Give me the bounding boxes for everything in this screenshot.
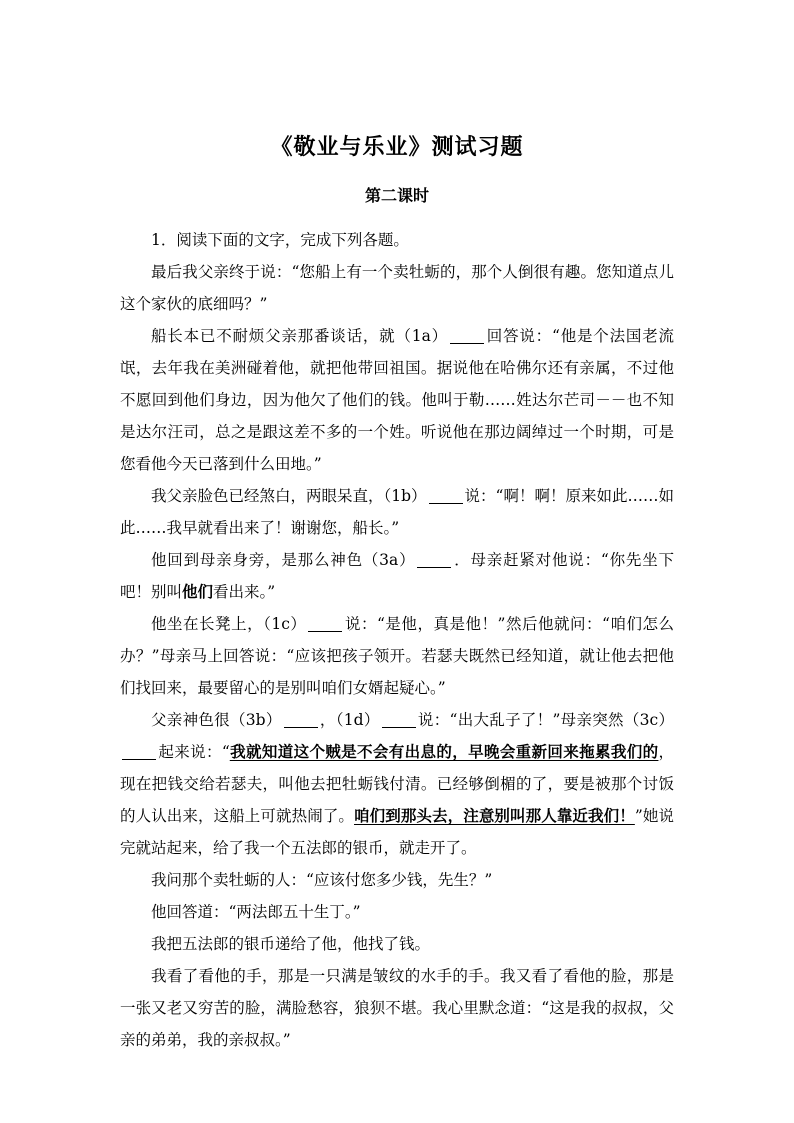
paragraph-4-text-d: 看出来。”: [213, 583, 276, 601]
paragraph-6-text-h: ”她说完就站起来，给了我一个五法郎的银币，就走开了。: [120, 807, 674, 857]
blank-1b[interactable]: [429, 488, 463, 505]
paragraph-3-text-a: 我父亲脸色已经煞白，两眼呆直，（1b）: [151, 487, 427, 505]
paragraph-4-text-a: 他回到母亲身旁，是那么神色（3a）: [151, 551, 416, 569]
paragraph-4-text-b: ．母亲赶紧对他说：“你先坐下吧！别叫: [120, 551, 674, 601]
paragraph-9: 我把五法郎的银币递给了他，他找了钱。: [151, 935, 431, 953]
blank-3c[interactable]: [122, 744, 156, 761]
page-title: 《敬业与乐业》测试习题: [270, 134, 524, 160]
paragraph-1: 最后我父亲终于说：“您船上有一个卖牡蛎的，那个人倒很有趣。您知道点儿这个家伙的底细吗？”: [120, 263, 674, 313]
paragraph-2-text-b: 回答说：“他是个法国老流氓，去年我在美洲碰着他，就把他带回祖国。据说他在哈佛尔还有亲属，不过他不愿回到他们身边，因为他欠了他们的钱。他叫于勒……姓达尔芒司－－也不知是达尔汪司，总之是跟这差不多的一个姓。听说他在那边阔绰过一个时期，可是您看他今天已落到什么田地。”: [120, 327, 674, 473]
paragraph-3: [120, 480, 674, 544]
paragraph-4-bold-word: 他们: [182, 582, 214, 601]
blank-1d[interactable]: [382, 712, 416, 729]
paragraph-8: 他回答道：“两法郎五十生丁。”: [151, 903, 361, 921]
paragraph-10: 我看了看他的手，那是一只满是皱纹的水手的手。我又看了看他的脸，那是一张又老又穷苦的脸，满脸愁容，狼狈不堪。我心里默念道：“这是我的叔叔，父亲的弟弟，我的亲叔叔。”: [120, 967, 674, 1049]
paragraph-6-text-c: 说：“出大乱子了！”母亲突然（3c）: [417, 711, 674, 729]
paragraph-5-text-a: 他坐在长凳上，（1c）: [151, 615, 307, 633]
blank-3b[interactable]: [284, 712, 318, 729]
blank-1a[interactable]: [450, 328, 484, 345]
paragraph-2-text-a: 船长本已不耐烦父亲那番谈话，就（1a）: [151, 327, 448, 345]
paragraph-5: [120, 608, 674, 704]
paragraph-6-text-a: 父亲神色很（3b）: [151, 711, 282, 729]
paragraph-6-text-d: 起来说：“: [158, 743, 230, 761]
underlined-sentence-1: 我就知道这个贼是不会有出息的，早晚会重新回来拖累我们的: [229, 742, 659, 761]
paragraph-7: 我问那个卖牡蛎的人：“应该付您多少钱，先生？”: [151, 871, 493, 889]
paragraph-3-text-b: 说：“啊！啊！原来如此……如此……我早就看出来了！谢谢您，船长。”: [120, 487, 674, 537]
paragraph-2: [120, 320, 674, 480]
page-subtitle: 第二课时: [364, 186, 429, 205]
blank-3a[interactable]: [417, 552, 451, 569]
paragraph-6: [120, 704, 674, 864]
paragraph-5-text-b: 说：“是他，真是他！”然后他就问：“咱们怎么办？”母亲马上回答说：“应该把孩子领开。若瑟夫既然已经知道，就让他去把他们找回来，最要留心的是别叫咱们女婿起疑心。”: [120, 615, 675, 697]
paragraph-4: [120, 544, 674, 608]
paragraph-6-text-f: ，现在把钱交给若瑟夫，叫他去把牡蛎钱付清。已经够倒楣的了，要是被那个讨饭的人认出来，这船上可就热闹了。: [120, 743, 674, 825]
question-1-prompt: 1．阅读下面的文字，完成下列各题。: [151, 231, 409, 249]
paragraph-6-text-b: ，（1d）: [319, 711, 380, 729]
underlined-sentence-2: 咱们到那头去，注意别叫那人靠近我们！: [354, 806, 635, 825]
blank-1c[interactable]: [308, 616, 342, 633]
